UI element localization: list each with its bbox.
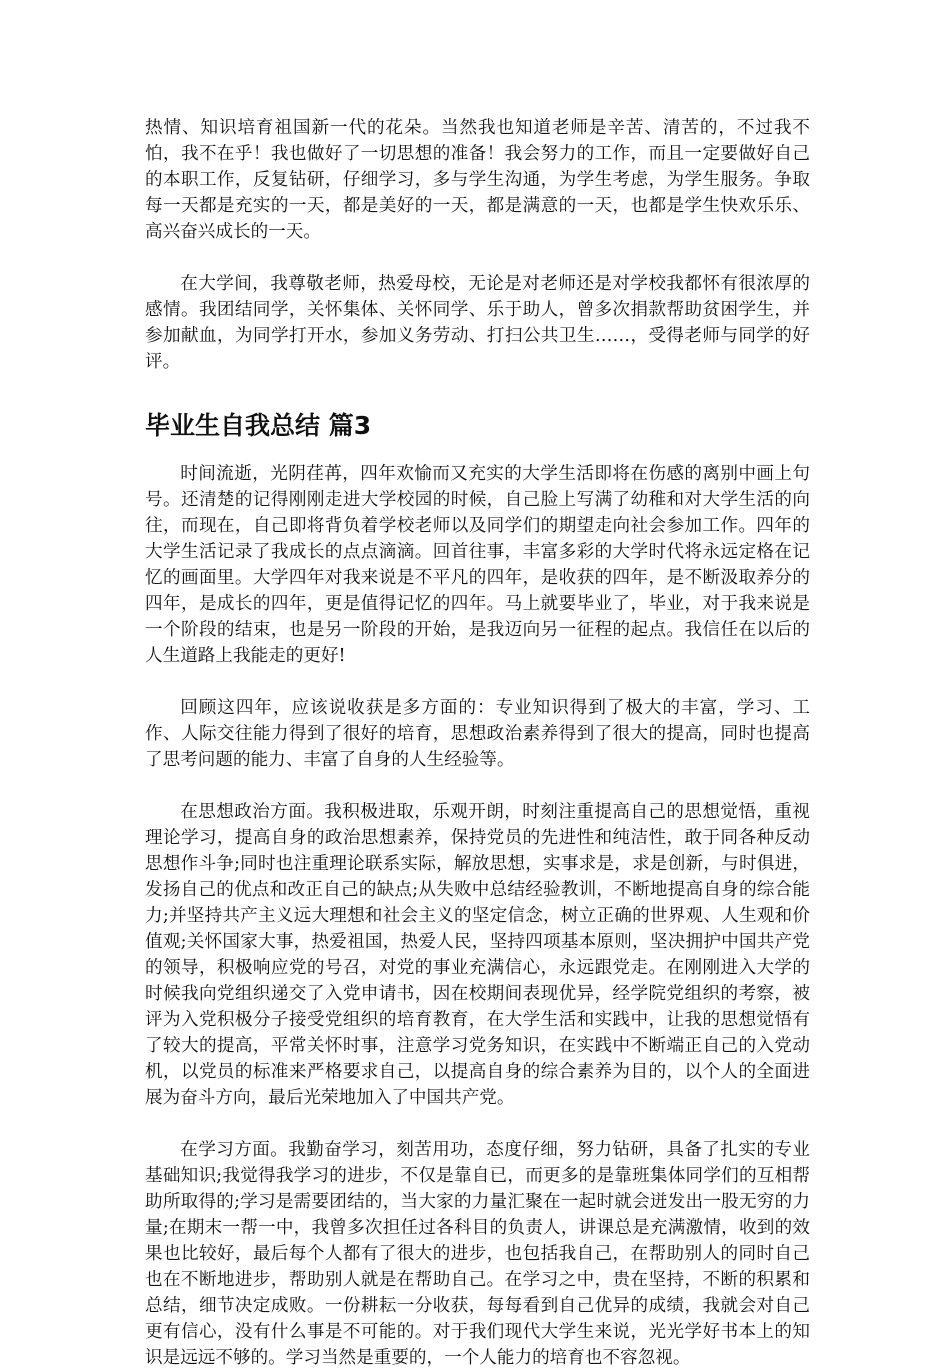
paragraph-review: 回顾这四年，应该说收获是多方面的：专业知识得到了极大的丰富，学习、工作、人际交往能力得到了很好的培育，思想政治素养得到了很大的提高，同时也提高了思考问题的能力、丰富了自身的人生经验等。 xyxy=(145,698,810,770)
paragraph-continuation: 热情、知识培育祖国新一代的花朵。当然我也知道老师是辛苦、清苦的，不过我不怕，我不在乎！我也做好了一切思想的准备！我会努力的工作，而且一定要做好自己的本职工作，反复钻研，仔细学习，多与学生沟通，为学生考虑，为学生服务。争取每一天都是充实的一天，都是美好的一天，都是满意的一天，也都是学生快欢乐乐、高兴奋兴成长的一天。 xyxy=(145,118,810,242)
section-heading: 毕业生自我总结 篇3 xyxy=(145,411,372,440)
document-page xyxy=(145,115,810,1371)
paragraph-political: 在思想政治方面。我积极进取，乐观开朗，时刻注重提高自己的思想觉悟，重视理论学习，提高自身的政治思想素养，保持党员的先进性和纯洁性，敢于同各种反动思想作斗争;同时也注重理论联系实际，解放思想，实事求是，求是创新，与时俱进，发扬自己的优点和改正自己的缺点;从失败中总结经验教训，不断地提高自身的综合能力;并坚持共产主义远大理想和社会主义的坚定信念，树立正确的世界观、人生观和价值观;关怀国家大事，热爱祖国，热爱人民，坚持四项基本原则，坚决拥护中国共产党的领导，积极响应党的号召，对党的事业充满信心，永远跟党走。在刚刚进入大学的时候我向党组织递交了入党申请书，因在校期间表现优异，经学院党组织的考察，被评为入党积极分子接受党组织的培育教育，在大学生活和实践中，让我的思想觉悟有了较大的提高，平常关怀时事，注意学习党务知识，在实践中不断端正自己的入党动机，以党员的标准来严格要求自己，以提高自身的综合素养为目的，以个人的全面进展为奋斗方向，最后光荣地加入了中国共产党。 xyxy=(145,802,810,1108)
paragraph-study: 在学习方面。我勤奋学习，刻苦用功，态度仔细，努力钻研，具备了扎实的专业基础知识;我觉得我学习的进步，不仅是靠自已，而更多的是靠班集体同学们的互相帮助所取得的;学习是需要团结的，当大家的力量汇聚在一起时就会迸发出一股无穷的力量;在期末一帮一中，我曾多次担任过各科目的负责人，讲课总是充满激情，收到的效果也比较好，最后每个人都有了很大的进步，也包括我自己，在帮助别人的同时自己也在不断地进步，帮助别人就是在帮助自己。在学习之中，贵在坚持，不断的积累和总结，细节决定成败。一份耕耘一分收获，每每看到自己优异的成绩，我就会对自己更有信心，没有什么事是不可能的。对于我们现代大学生来说，光光学好书本上的知识是远远不够的。学习当然是重要的，一个人能力的培育也不容忽视。 xyxy=(145,1140,810,1368)
paragraph-university-conduct: 在大学间，我尊敬老师，热爱母校，无论是对老师还是对学校我都怀有很浓厚的感情。我团结同学，关怀集体、关怀同学、乐于助人，曾多次捐款帮助贫困学生，并参加献血，为同学打开水，参加义务劳动、打扫公共卫生……，受得老师与同学的好评。 xyxy=(145,274,810,372)
paragraph-time-passes: 时间流逝，光阴荏苒，四年欢愉而又充实的大学生活即将在伤感的离别中画上句号。还清楚的记得刚刚走进大学校园的时候，自己脸上写满了幼稚和对大学生活的向往，而现在，自己即将背负着学校老师以及同学们的期望走向社会参加工作。四年的大学生活记录了我成长的点点滴滴。回首往事，丰富多彩的大学时代将永远定格在记忆的画面里。大学四年对我来说是不平凡的四年，是收获的四年，是不断汲取养分的四年，是成长的四年，更是值得记忆的四年。马上就要毕业了，毕业，对于我来说是一个阶段的结束，也是另一阶段的开始，是我迈向另一征程的起点。我信任在以后的人生道路上我能走的更好! xyxy=(145,464,810,666)
